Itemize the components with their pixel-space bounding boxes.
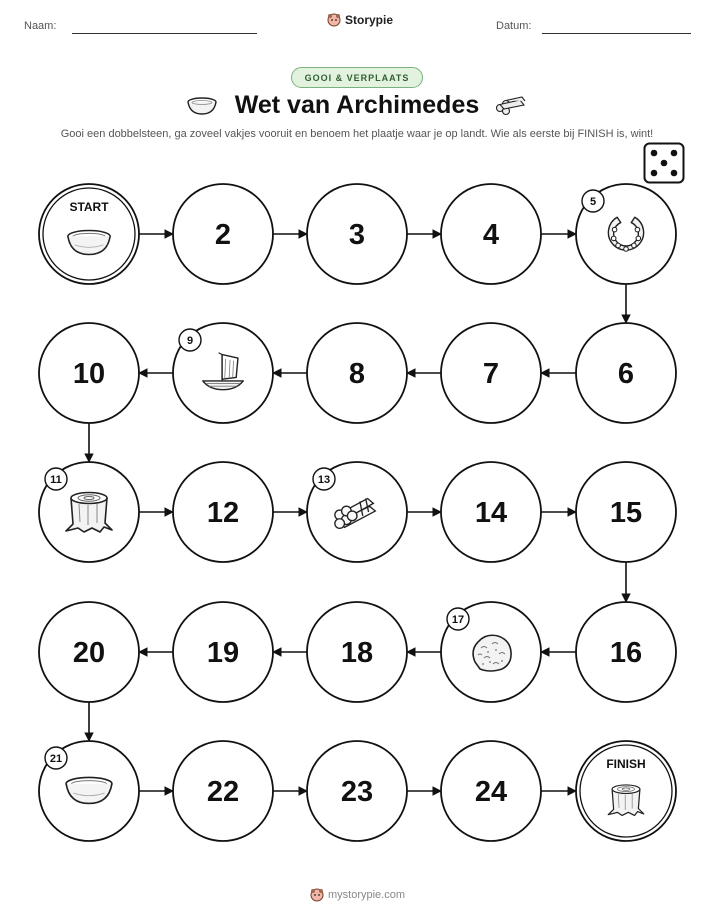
page-title: Wet van Archimedes	[234, 91, 480, 119]
cell-number: 3	[348, 219, 366, 251]
board-cell-15[interactable]	[576, 462, 676, 562]
cell-number: 20	[72, 637, 106, 669]
cell-number: 22	[206, 776, 240, 808]
board-cell-8[interactable]	[307, 323, 407, 423]
cell-badge-number: 13	[317, 474, 331, 486]
board-cell-24[interactable]	[441, 741, 541, 841]
cell-number: 14	[474, 497, 508, 529]
cell-badge-number: 5	[589, 196, 597, 208]
cell-number: 7	[482, 358, 500, 390]
board-cell-11[interactable]	[39, 462, 139, 562]
board-cells	[39, 184, 676, 841]
board-cell-13[interactable]	[307, 462, 407, 562]
stump-icon	[608, 785, 644, 816]
board-cell-4[interactable]	[441, 184, 541, 284]
storypie-mascot-icon	[310, 888, 324, 902]
start-label: START	[69, 200, 109, 214]
finish-label: FINISH	[606, 757, 646, 771]
footer-url[interactable]: mystorypie.com	[328, 889, 406, 901]
rock-icon	[473, 635, 511, 671]
cell-number: 15	[609, 497, 643, 529]
date-label: Datum:	[496, 20, 532, 32]
board-cell-22[interactable]	[173, 741, 273, 841]
footer	[310, 888, 405, 902]
cell-number: 23	[340, 776, 374, 808]
cell-badge-number: 21	[49, 753, 63, 765]
board-cell-21[interactable]	[39, 741, 139, 841]
board-cell-19[interactable]	[173, 602, 273, 702]
stump-icon	[66, 493, 112, 533]
instructions: Gooi een dobbelsteen, ga zoveel vakjes vooruit en benoem het plaatje waar je op landt. Wie als eerste bij FINISH is, wint!	[60, 128, 654, 140]
name-label: Naam:	[24, 20, 57, 32]
board-cell-18[interactable]	[307, 602, 407, 702]
cell-number: 2	[214, 219, 232, 251]
cell-number: 4	[482, 219, 500, 251]
board-cell-9[interactable]	[173, 323, 273, 423]
cell-number: 19	[206, 637, 240, 669]
board-cell-16[interactable]	[576, 602, 676, 702]
board-cell-6[interactable]	[576, 323, 676, 423]
cell-badge-number: 17	[451, 614, 465, 626]
cell-number: 12	[206, 497, 240, 529]
cell-badge-number: 9	[186, 335, 194, 347]
cell-number: 18	[340, 637, 374, 669]
board-cell-10[interactable]	[39, 323, 139, 423]
board-cell-14[interactable]	[441, 462, 541, 562]
cell-number: 24	[474, 776, 508, 808]
board-cell-3[interactable]	[307, 184, 407, 284]
cell-badge-number: 11	[50, 474, 62, 486]
board-cell-23[interactable]	[307, 741, 407, 841]
board-cell-12[interactable]	[173, 462, 273, 562]
board-cell-20[interactable]	[39, 602, 139, 702]
cell-number: 6	[617, 358, 635, 390]
board-cell-5[interactable]	[576, 184, 676, 284]
cell-number: 10	[72, 358, 106, 390]
start-cell[interactable]	[39, 184, 139, 284]
board-cell-17[interactable]	[441, 602, 541, 702]
activity-badge: GOOI & VERPLAATS	[291, 67, 423, 88]
cell-number: 16	[609, 637, 643, 669]
cell-number: 8	[348, 358, 366, 390]
board-cell-2[interactable]	[173, 184, 273, 284]
finish-cell[interactable]	[576, 741, 676, 841]
board-cell-7[interactable]	[441, 323, 541, 423]
brand-name: Storypie	[345, 13, 394, 27]
